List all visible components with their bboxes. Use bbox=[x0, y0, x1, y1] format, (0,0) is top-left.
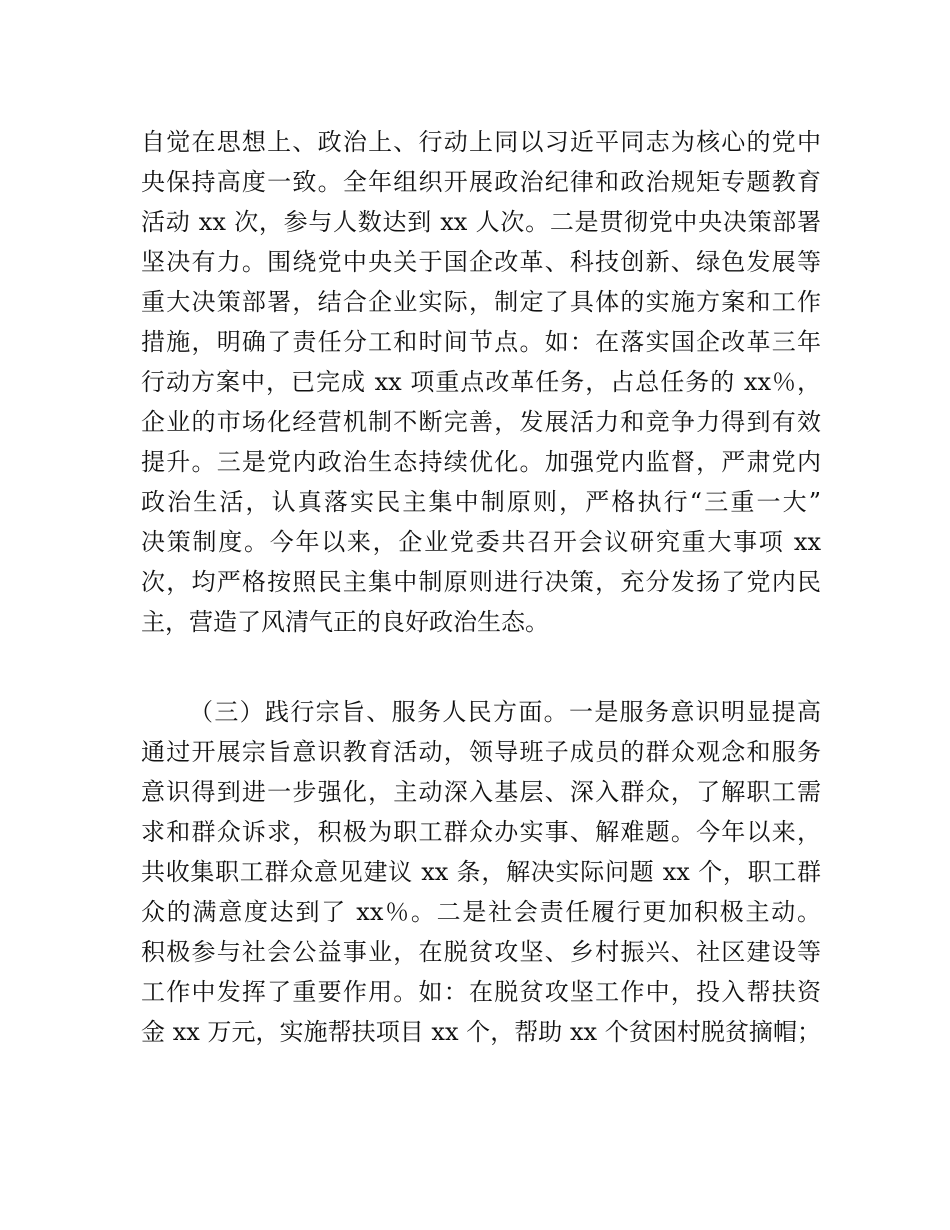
text-line: 坚决有力。围绕党中央关于国企改革、科技创新、绿色发展等 bbox=[141, 248, 821, 276]
text-line: 金 xx 万元，实施帮扶项目 xx 个，帮助 xx 个贫困村脱贫摘帽； bbox=[141, 1018, 821, 1046]
body-paragraph-2 bbox=[141, 692, 821, 1052]
text-line: 企业的市场化经营机制不断完善，发展活力和竞争力得到有效 bbox=[141, 408, 821, 436]
text-line: 措施，明确了责任分工和时间节点。如：在落实国企改革三年 bbox=[141, 328, 821, 356]
text-line: 共收集职工群众意见建议 xx 条，解决实际问题 xx 个，职工群 bbox=[141, 858, 821, 886]
body-paragraph-1 bbox=[141, 122, 821, 642]
text-line: 求和群众诉求，积极为职工群众办实事、解难题。今年以来， bbox=[141, 818, 821, 846]
text-line: 积极参与社会公益事业，在脱贫攻坚、乡村振兴、社区建设等 bbox=[141, 938, 821, 966]
text-line: 众的满意度达到了 xx％。二是社会责任履行更加积极主动。 bbox=[141, 898, 821, 926]
text-line: 重大决策部署，结合企业实际，制定了具体的实施方案和工作 bbox=[141, 288, 821, 316]
text-line: 主，营造了风清气正的良好政治生态。 bbox=[141, 608, 549, 636]
text-line: 央保持高度一致。全年组织开展政治纪律和政治规矩专题教育 bbox=[141, 168, 821, 196]
text-line: 提升。三是党内政治生态持续优化。加强党内监督，严肃党内 bbox=[141, 448, 821, 476]
text-line: 次，均严格按照民主集中制原则进行决策，充分发扬了党内民 bbox=[141, 568, 821, 596]
text-line: 自觉在思想上、政治上、行动上同以习近平同志为核心的党中 bbox=[141, 128, 821, 156]
text-line: 政治生活，认真落实民主集中制原则，严格执行“三重一大” bbox=[141, 488, 821, 516]
text-line: 意识得到进一步强化，主动深入基层、深入群众，了解职工需 bbox=[141, 778, 821, 806]
text-line: 决策制度。今年以来，企业党委共召开会议研究重大事项 xx bbox=[141, 528, 821, 556]
text-line: 行动方案中，已完成 xx 项重点改革任务，占总任务的 xx％， bbox=[141, 368, 821, 396]
text-line: 活动 xx 次，参与人数达到 xx 人次。二是贯彻党中央决策部署 bbox=[141, 208, 821, 236]
text-line: 通过开展宗旨意识教育活动，领导班子成员的群众观念和服务 bbox=[141, 738, 821, 766]
text-line: 工作中发挥了重要作用。如：在脱贫攻坚工作中，投入帮扶资 bbox=[141, 978, 821, 1006]
section-heading-line: （三）践行宗旨、服务人民方面。一是服务意识明显提高 bbox=[189, 698, 821, 726]
